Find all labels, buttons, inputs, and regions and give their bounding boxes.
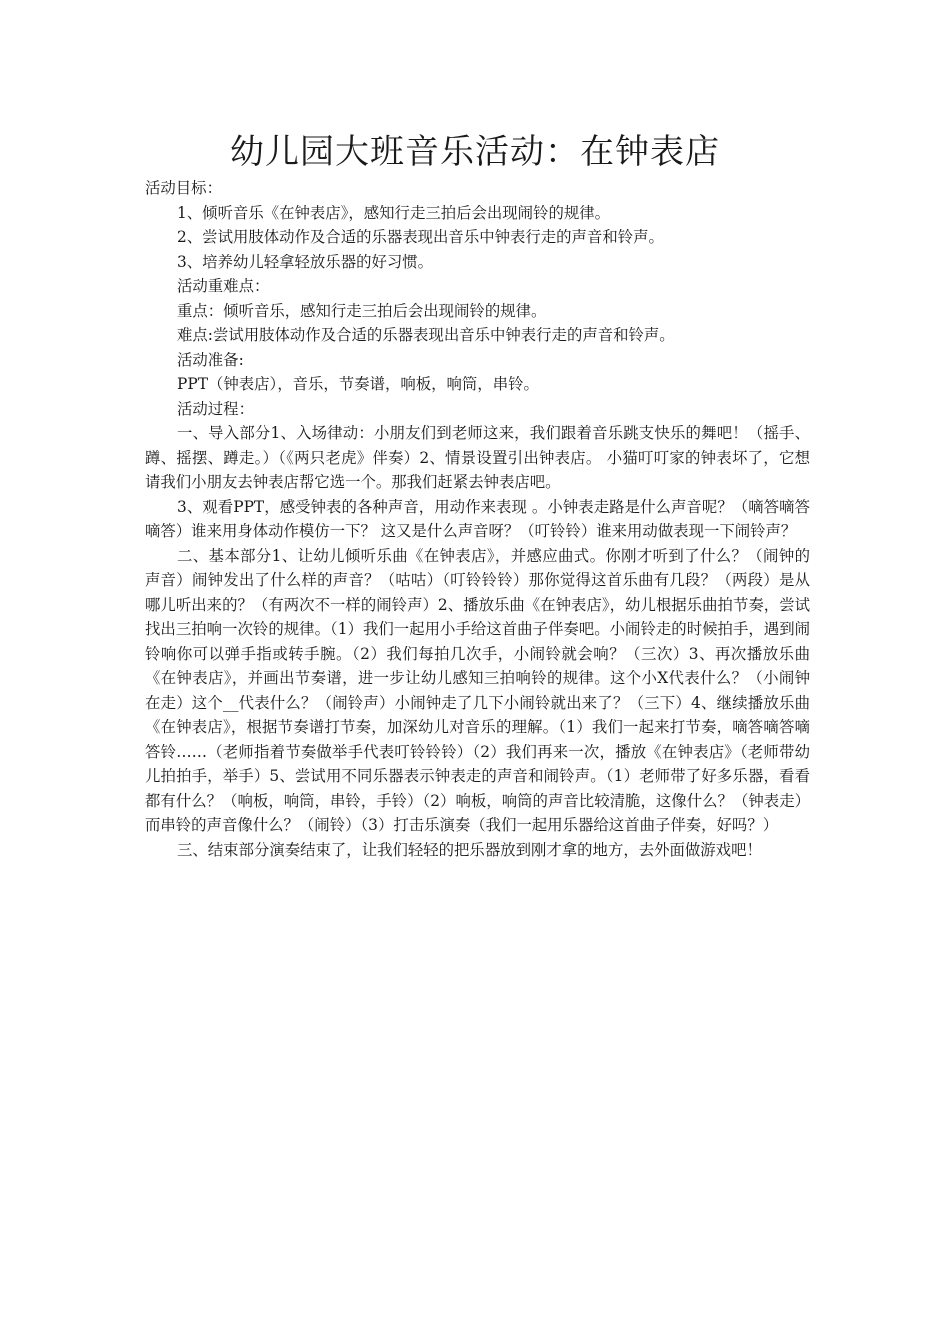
process-heading: 活动过程： xyxy=(177,399,254,418)
document-title: 幼儿园大班音乐活动：在钟表店 xyxy=(230,132,720,172)
preparation-list: PPT（钟表店），音乐，节奏谱，响板，响筒，串铃。 xyxy=(177,375,539,393)
preparation-heading: 活动准备: xyxy=(177,350,244,369)
process-paragraph-basic: 二、基本部分1、让幼儿倾听乐曲《在钟表店》，并感应曲式。你刚才听到了什么？（闹钟的声音）闹钟发出了什么样的声音？（咕咕）（叮铃铃铃）那你觉得这首乐曲有几段？（两段）是从哪儿听出来的？（有两次不一样的闹铃声）2、播放乐曲《在钟表店》，幼儿根据乐曲拍节奏，尝试找出三拍响一次铃的规律。（1）我们一起用小手给这首曲子伴奏吧。小闹铃走的时候拍手，遇到闹铃响你可以弹手指或转手腕。（2）我们每拍几次手，小闹铃就会响？（三次）3、再次播放乐曲《在钟表店》，并画出节奏谱，进一步让幼儿感知三拍响铃的规律。这个小X代表什么？（小闹钟在走）这个__代表什么？（闹铃声）小闹钟走了几下小闹铃就出来了？（三下）4、继续播放乐曲《在钟表店》，根据节奏谱打节奏，加深幼儿对音乐的理解。（1）我们一起来打节奏，嘀答嘀答嘀答铃……（老师指着节奏做举手代表叮铃铃铃）（2）我们再来一次，播放《在钟表店》（老师带幼儿拍拍手，举手）5、尝试用不同乐器表示钟表走的声音和闹铃声。（1）老师带了好多乐器，看看都有什么？（响板，响筒，串铃，手铃）（2）响板，响筒的声音比较清脆，这像什么？（钟表走）而串铃的声音像什么？（闹铃）（3）打击乐演奏（我们一起用乐器给这首曲子伴奏，好吗？） xyxy=(145,546,810,834)
goal-item-1: 1、倾听音乐《在钟表店》，感知行走三拍后会出现闹铃的规律。 xyxy=(177,203,611,222)
goals-heading: 活动目标： xyxy=(145,179,222,197)
key-point: 重点：倾听音乐，感知行走三拍后会出现闹铃的规律。 xyxy=(177,301,547,320)
process-paragraph-intro: 一、导入部分1、入场律动：小朋友们到老师这来，我们跟着音乐跳支快乐的舞吧！（摇手、蹲、摇摆、蹲走。）（《两只老虎》伴奏）2、情景设置引出钟表店。 小猫叮叮家的钟表坏了，它想请我们小朋友去钟表店帮它选一个。那我们赶紧去钟表店吧。 xyxy=(145,424,810,491)
process-paragraph-ppt: 3、观看PPT，感受钟表的各种声音，用动作来表现 。小钟表走路是什么声音呢？（嘀答嘀答嘀答）谁来用身体动作模仿一下？ 这又是什么声音呀？（叮铃铃）谁来用动做表现一下闹铃声？ xyxy=(145,497,810,540)
document-body xyxy=(145,176,810,862)
key-points-heading: 活动重难点： xyxy=(177,277,270,295)
difficult-point: 难点:尝试用肢体动作及合适的乐器表现出音乐中钟表行走的声音和铃声。 xyxy=(177,326,675,344)
goal-item-3: 3、培养幼儿轻拿轻放乐器的好习惯。 xyxy=(177,252,434,271)
goal-item-2: 2、尝试用肢体动作及合适的乐器表现出音乐中钟表行走的声音和铃声。 xyxy=(177,228,664,246)
process-paragraph-ending: 三、结束部分演奏结束了，让我们轻轻的把乐器放到刚才拿的地方，去外面做游戏吧！ xyxy=(177,840,762,859)
